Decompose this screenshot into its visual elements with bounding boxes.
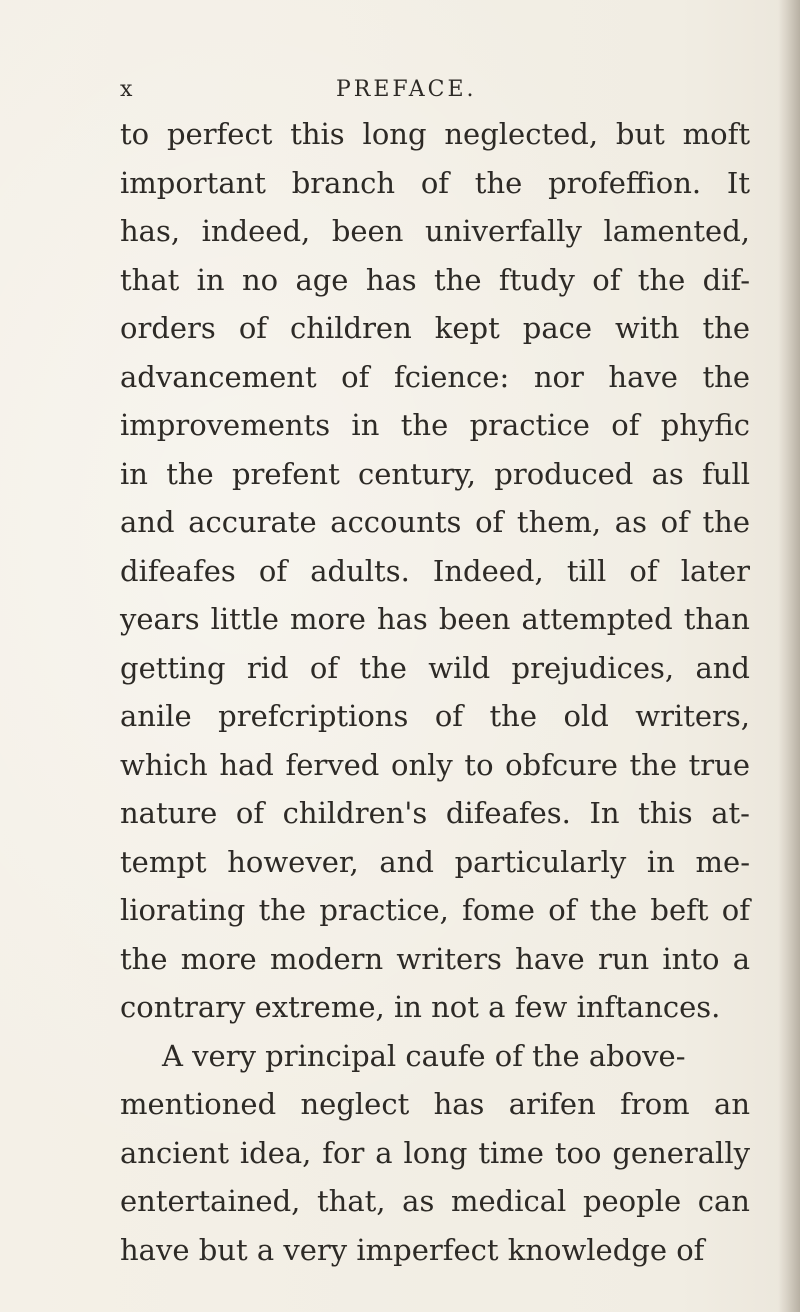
text-line: which had ferved only to obfcure the true bbox=[120, 747, 750, 782]
paragraph-start-line: A very principal caufe of the above- bbox=[162, 1038, 686, 1073]
text-line: important branch of the profeffion. It bbox=[120, 165, 750, 200]
text-line: that in no age has the ftudy of the dif- bbox=[120, 262, 750, 297]
text-line: orders of children kept pace with the bbox=[120, 311, 750, 345]
text-line: mentioned neglect has arifen from an bbox=[120, 1087, 750, 1121]
text-line: anile prefcriptions of the old writers, bbox=[120, 699, 750, 733]
page-number: x bbox=[120, 77, 134, 102]
text-line: difeafes of adults. Indeed, till of later bbox=[120, 553, 750, 588]
text-line: has, indeed, been univerfally lamented, bbox=[120, 214, 750, 248]
text-line: getting rid of the wild prejudices, and bbox=[120, 650, 750, 685]
page-header bbox=[120, 76, 740, 104]
text-line: have but a very imperfect knowledge of bbox=[120, 1232, 705, 1267]
text-line: advancement of fcience: nor have the bbox=[120, 359, 750, 394]
text-line: entertained, that, as medical people can bbox=[120, 1184, 750, 1218]
text-line: nature of children's difeafes. In this at- bbox=[120, 796, 750, 830]
text-line: liorating the practice, fome of the beft of bbox=[120, 893, 750, 927]
text-line: tempt however, and particularly in me- bbox=[120, 844, 750, 879]
text-line: the more modern writers have run into a bbox=[120, 941, 750, 976]
running-head: PREFACE. bbox=[336, 77, 477, 102]
text-line: years little more has been attempted than bbox=[120, 602, 750, 636]
text-line: contrary extreme, in not a few inftances. bbox=[120, 990, 721, 1024]
body-text bbox=[120, 110, 750, 1274]
page-edge-shadow bbox=[778, 0, 800, 1312]
text-line: in the prefent century, produced as full bbox=[120, 456, 750, 491]
text-line: improvements in the practice of phyfic bbox=[120, 408, 750, 442]
text-line: and accurate accounts of them, as of the bbox=[120, 505, 750, 539]
text-line: ancient idea, for a long time too generally bbox=[120, 1135, 750, 1170]
text-line: to perfect this long neglected, but moft bbox=[120, 117, 750, 151]
